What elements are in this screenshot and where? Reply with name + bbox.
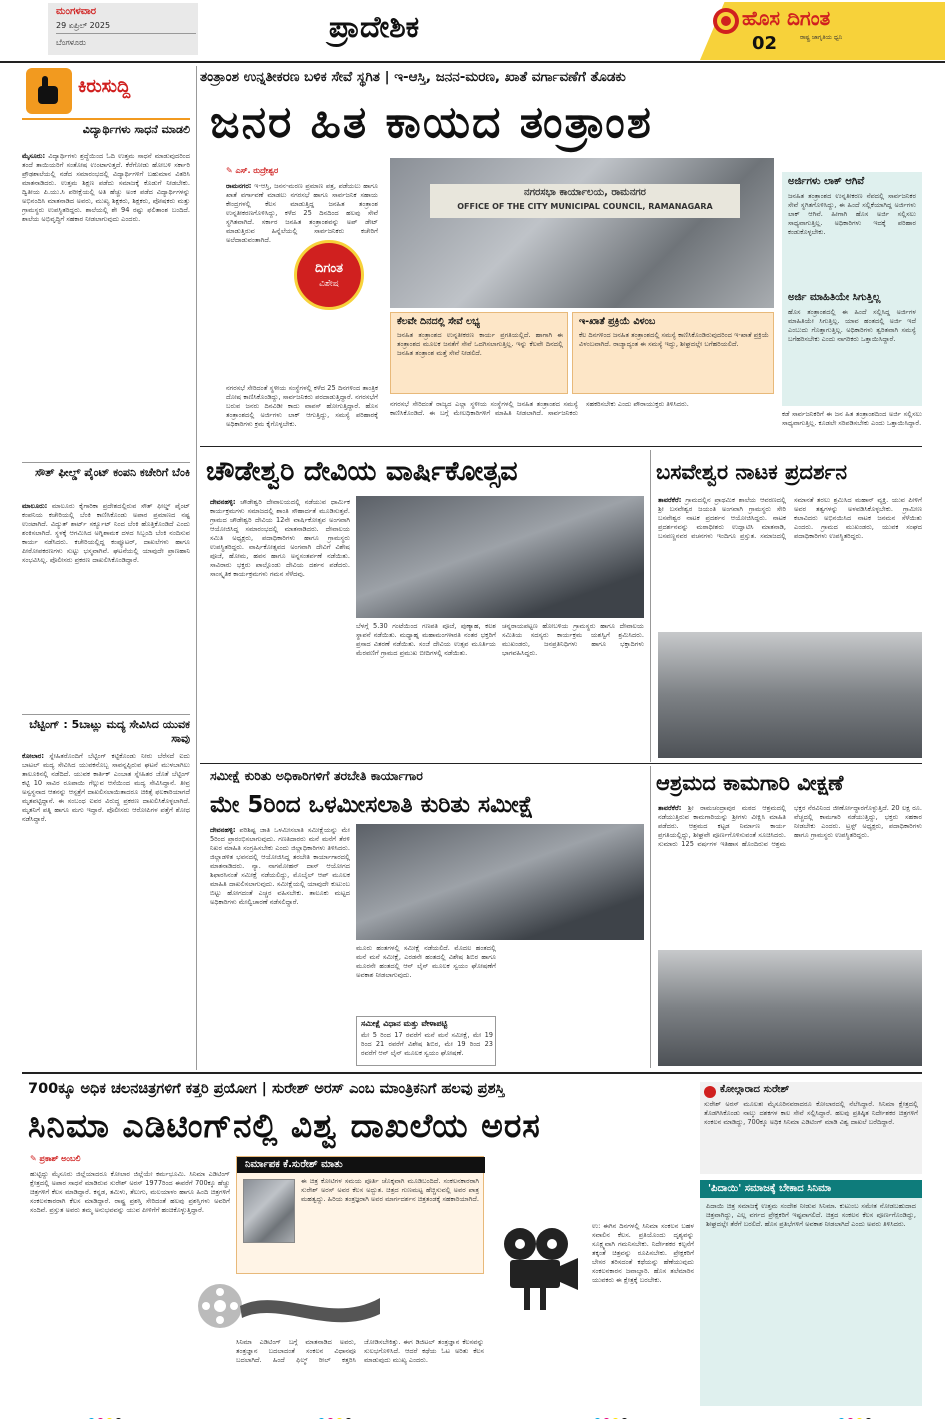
info-box-2-title: ಇ-ಖಾತೆ ಪ್ರಕ್ರಿಯೆ ವಿಳಂಬ — [579, 316, 656, 327]
header-rule — [0, 61, 945, 63]
cinema-byline-text: ಪ್ರಕಾಶ್ ಅಂಬಲಿ — [39, 1154, 81, 1163]
brief-2-body — [22, 502, 190, 712]
lead-byline-text: ಎಸ್. ರುದ್ರೇಶ್ವರ — [235, 166, 279, 175]
registration-marks — [88, 1410, 148, 1419]
cinema-body-3: ಉ: ಈಗಿನ ದಿನಗಳಲ್ಲಿ ಸಿನಿಮಾ ಸಂಕಲನ ಬಹಳ ಸವಾಲಿನ ಕೆಲಸ. ಪ್ರತಿಯೊಂದು ದೃಶ್ಯವನ್ನು ಸೂಕ್ಷ್ಮವಾಗಿ ಗಮನಿಸಬೇಕು. ನಿರ್ದೇಶಕರ ಕಲ್ಪನೆಗೆ ತಕ್ಕಂತೆ ಚಿತ್ರವನ್ನು ರೂಪಿಸಬೇಕು. ಪ್ರೇಕ್ಷಕರಿಗೆ ಬೇಸರ ತರಿಸದಂತೆ ಕಥೆಯನ್ನು ಹೆಣೆಯುವುದು ಸಂಕಲನಕಾರನ ಜವಾಬ್ದಾರಿ. ಹೊಸ ತಲೆಮಾರಿನ ಯುವಕರು ಈ ಕ್ಷೇತ್ರಕ್ಕೆ ಬರಬೇಕು. — [592, 1222, 694, 1284]
cinema-side-2-title: 'ಪಿದಾಯಿ' ಸಮಾಜಕ್ಕೆ ಬೇಕಾದ ಸಿನಿಮಾ — [700, 1180, 922, 1198]
column-divider — [650, 450, 651, 762]
chowdeshwari-body-4: ಚನ್ನರಾಯಪಟ್ಟಣ ಹೋಬಳಿಯ ಗ್ರಾಮಸ್ಥರು ಹಾಗೂ ದೇವಾಲಯ ಸಮಿತಿಯ ಸದಸ್ಯರು ಕಾರ್ಯಕ್ರಮ ಯಶಸ್ವಿಗೆ ಶ್ರಮಿಸಿದರು. ಮುಖಂಡರು, ಜನಪ್ರತಿನಿಧಿಗಳು ಹಾಗೂ ಭಕ್ತಾದಿಗಳು ಭಾಗವಹಿಸಿದ್ದರು. — [502, 622, 644, 657]
page-number: 02 — [752, 33, 778, 54]
column-divider — [196, 66, 197, 1070]
chowdeshwari-headline: ಚೌಡೇಶ್ವರಿ ದೇವಿಯ ವಾರ್ಷಿಕೋತ್ಸವ — [206, 456, 518, 487]
registration-marks — [594, 1410, 654, 1419]
ashrama-place: ತಾವರೆಕೆರೆ: — [658, 804, 682, 812]
story-rule — [200, 446, 922, 447]
brief-1-place: ಮೈಸೂರು: — [22, 152, 46, 160]
kirusuddi-header — [22, 64, 190, 120]
municipal-office-photo — [390, 158, 774, 308]
info-box-1 — [390, 312, 568, 394]
cinema-byline: ✎ ಪ್ರಕಾಶ್ ಅಂಬಲಿ — [30, 1154, 81, 1163]
sidebar-2-body: ಹೊಸ ತಂತ್ರಾಂಶದಲ್ಲಿ ಈ ಹಿಂದೆ ಸಲ್ಲಿಸಿದ್ದ ಅರ್ಜಿಗಳ ಮಾಹಿತಿಯೇ ಸಿಗುತ್ತಿಲ್ಲ. ಯಾವ ಹಂತದಲ್ಲಿ ಅರ್ಜಿ ಇದೆ ಎಂಬುದು ಗೊತ್ತಾಗುತ್ತಿಲ್ಲ. ಅಧಿಕಾರಿಗಳು ತ್ವರಿತವಾಗಿ ಸಮಸ್ಯೆ ಬಗೆಹರಿಸಬೇಕು ಎಂದು ನಾಗರಿಕರು ಒತ್ತಾಯಿಸಿದ್ದಾರೆ. — [788, 308, 916, 343]
day-label: ಮಂಗಳವಾರ — [56, 6, 97, 17]
date-divider — [56, 33, 196, 34]
column-divider — [650, 766, 651, 1068]
survey-body-2-text: ನ್ಯಾ. ನಾಗಮೋಹನ್ ದಾಸ್ ಆಯೋಗದ ಶಿಫಾರಸಿನಂತೆ ಸಮೀಕ್ಷೆ ನಡೆಯಲಿದ್ದು, ಮೊಬೈಲ್ ಆಪ್ ಮೂಲಕ ಮಾಹಿತಿ ದಾಖಲಿಸಲಾಗುವುದು. ಸಮೀಕ್ಷೆಯಲ್ಲಿ ಯಾವುದೇ ಕುಟುಂಬ ಬಿಟ್ಟು ಹೋಗದಂತೆ ಎಚ್ಚರ ವಹಿಸಬೇಕು. ತಾಲೂಕು ಮಟ್ಟದ ಅಧಿಕಾರಿಗಳು ಮೇಲ್ವಿಚಾರಣೆ ನಡೆಸಲಿದ್ದಾರೆ. — [210, 862, 350, 906]
survey-kicker: ಸಮೀಕ್ಷೆ ಕುರಿತು ಅಧಿಕಾರಿಗಳಿಗೆ ತರಬೇತಿ ಕಾರ್ಯಾಗಾರ — [210, 768, 423, 783]
lead-body-2: ನಗರಸಭೆ ಸೇರಿದಂತೆ ಸ್ಥಳೀಯ ಸಂಸ್ಥೆಗಳಲ್ಲಿ ಕಳೆದ 25 ದಿನಗಳಿಂದ ತಾಂತ್ರಿಕ ದೋಷ ಕಾಣಿಸಿಕೊಂಡಿದ್ದು, ಸಾರ್ವಜನಿಕರು ಪರದಾಡುತ್ತಿದ್ದಾರೆ. ನಗರಸಭೆಗೆ ಬರುವ ಜನರು ದಿನವಿಡೀ ಕಾದು ವಾಪಸ್ ಹೋಗುತ್ತಿದ್ದಾರೆ. ಹೊಸ ತಂತ್ರಾಂಶದಲ್ಲಿ ಅರ್ಜಿಗಳು ಲಾಕ್ ಆಗುತ್ತಿದ್ದು, ಸಮಸ್ಯೆ ಪರಿಹಾರಕ್ಕೆ ಅಧಿಕಾರಿಗಳು ಕ್ರಮ ಕೈಗೊಳ್ಳಬೇಕು. — [226, 384, 378, 428]
lead-byline: ✎ ಎಸ್. ರುದ್ರೇಶ್ವರ — [226, 166, 279, 175]
lead-place: ರಾಮನಗರ: — [226, 182, 252, 190]
badge-line-1: ದಿಗಂತ — [314, 261, 344, 276]
city-label: ಬೆಂಗಳೂರು — [56, 38, 86, 47]
training-workshop-photo — [356, 824, 644, 940]
sidebar-1-body: ಜನಹಿತ ತಂತ್ರಾಂಶದ ಉನ್ನತೀಕರಣ ನೆಪದಲ್ಲಿ ಸಾರ್ವಜನಿಕರ ಸೇವೆ ಸ್ಥಗಿತಗೊಳಿಸಿದ್ದು, ಈ ಹಿಂದೆ ಸಲ್ಲಿಕೆಯಾಗಿದ್ದ ಅರ್ಜಿಗಳು ಲಾಕ್ ಆಗಿವೆ. ಹೀಗಾಗಿ ಹೊಸ ಅರ್ಜಿ ಸಲ್ಲಿಸಲು ಸಾಧ್ಯವಾಗುತ್ತಿಲ್ಲ. ಅಧಿಕಾರಿಗಳು ಇದಕ್ಕೆ ಪರಿಹಾರ ಕಂಡುಕೊಳ್ಳಬೇಕು. — [788, 192, 916, 236]
brand-name: ಹೊಸ ದಿಗಂತ — [742, 6, 831, 30]
survey-body-3: ಮೂರು ಹಂತಗಳಲ್ಲಿ ಸಮೀಕ್ಷೆ ನಡೆಯಲಿದೆ. ಮೊದಲ ಹಂತದಲ್ಲಿ ಮನೆ ಮನೆ ಸಮೀಕ್ಷೆ, ಎರಡನೇ ಹಂತದಲ್ಲಿ ವಿಶೇಷ ಶಿಬಿರ ಹಾಗೂ ಮೂರನೇ ಹಂತದಲ್ಲಿ ಆನ್ ಲೈನ್ ಮೂಲಕ ಸ್ವಯಂ ಘೋಷಣೆಗೆ ಅವಕಾಶ ನೀಡಲಾಗುವುದು. — [356, 944, 496, 979]
survey-headline: ಮೇ 5ರಿಂದ ಒಳಮೀಸಲಾತಿ ಕುರಿತು ಸಮೀಕ್ಷೆ — [210, 792, 534, 818]
cinema-kicker: 700ಕ್ಕೂ ಅಧಿಕ ಚಲನಚಿತ್ರಗಳಿಗೆ ಕತ್ತರಿ ಪ್ರಯೋಗ | ಸುರೇಶ್ ಅರಸ್ ಎಂಬ ಮಾಂತ್ರಿಕನಿಗೆ ಹಲವು ಪ್ರಶಸ್ತಿ — [28, 1081, 505, 1097]
survey-body-1-text: ಪರಿಶಿಷ್ಟ ಜಾತಿ ಒಳಮೀಸಲಾತಿ ಸಮೀಕ್ಷೆಯನ್ನು ಮೇ 5ರಿಂದ ಪ್ರಾರಂಭಿಸಲಾಗುವುದು. ಗಣತಿದಾರರು ಮನೆ ಮನೆಗೆ ತೆರಳಿ ನಿಖರ ಮಾಹಿತಿ ಸಂಗ್ರಹಿಸಬೇಕು ಎಂದು ಜಿಲ್ಲಾಧಿಕಾರಿಗಳು ತಿಳಿಸಿದರು. ಜಿಲ್ಲಾಡಳಿತ ಭವನದಲ್ಲಿ ಆಯೋಜಿಸಿದ್ದ ತರಬೇತಿ ಕಾರ್ಯಾಗಾರದಲ್ಲಿ ಮಾತನಾಡಿದರು. — [210, 826, 350, 870]
chowdeshwari-body-2-text: ವಾರ್ಷಿಕೋತ್ಸವದ ಅಂಗವಾಗಿ ದೇವಿಗೆ ವಿಶೇಷ ಪೂಜೆ, ಹೋಮ, ಹವನ ಹಾಗೂ ಅನ್ನಸಂತರ್ಪಣೆ ನಡೆಯಿತು. ಸಾವಿರಾರು ಭಕ್ತರು ಪಾಲ್ಗೊಂಡು ದೇವಿಯ ದರ್ಶನ ಪಡೆದರು. ಸಾಂಸ್ಕೃತಿಕ ಕಾರ್ಯಕ್ರಮಗಳು ಗಮನ ಸೆಳೆದವು. — [210, 543, 350, 578]
cinema-headline: ಸಿನಿಮಾ ಎಡಿಟಿಂಗ್‌ನಲ್ಲಿ ವಿಶ್ವ ದಾಖಲೆಯ ಅರಸ — [28, 1106, 541, 1145]
chowdeshwari-place: ದೇವನಹಳ್ಳಿ: — [210, 498, 236, 506]
sidebar-3-body: ಕಡೆ ಸಾರ್ವಜನಿಕರಿಗೆ ಈ ಜನ ಹಿತ ತಂತ್ರಾಂಶದಿಂದ ಅರ್ಜಿ ಸಲ್ಲಿಸಲು ಸಾಧ್ಯವಾಗುತ್ತಿಲ್ಲ. ಕೂಡಲೇ ಸರಿಪಡಿಸಬೇಕು ಎಂದು ಒತ್ತಾಯಿಸಿದ್ದಾರೆ. — [782, 410, 922, 427]
basaveshwara-body-text: ಗ್ರಾಮದಲ್ಲಿನ ಪ್ರಾಥಮಿಕ ಶಾಲೆಯ ಆವರಣದಲ್ಲಿ ಶ್ರೀ ಬಸವೇಶ್ವರ ಜಯಂತಿ ಅಂಗವಾಗಿ ಗ್ರಾಮಸ್ಥರು ಸೇರಿ ಬಸವೇಶ್ವರ ನಾಟಕ ಪ್ರದರ್ಶನ ಆಯೋಜಿಸಿದ್ದರು. ನಾಟಕ ಪ್ರದರ್ಶನವನ್ನು ಮಠಾಧೀಶರು ಉದ್ಘಾಟಿಸಿ ಮಾತನಾಡಿ, ಬಸವಣ್ಣನವರ ವಚನಗಳು ಇಂದಿಗೂ ಪ್ರಸ್ತುತ. ಸಮಾಜದಲ್ಲಿ ಸಮಾನತೆ ತರಲು ಶ್ರಮಿಸಿದ ಮಹಾನ್ ವ್ಯಕ್ತಿ. ಯುವ ಪೀಳಿಗೆ ಅವರ ತತ್ವಗಳನ್ನು ಅಳವಡಿಸಿಕೊಳ್ಳಬೇಕು. ಗ್ರಾಮೀಣ ಕಲಾವಿದರು ಅಭಿನಯಿಸಿದ ನಾಟಕ ಜನಮನ ಸೆಳೆಯಿತು ಎಂದರು. ಗ್ರಾಮದ ಮುಖಂಡರು, ಯುವಕ ಸಂಘದ ಪದಾಧಿಕಾರಿಗಳು ಉಪಸ್ಥಿತರಿದ್ದರು. — [658, 496, 922, 540]
film-reel-illustration — [190, 1276, 490, 1336]
bullet-icon — [704, 1086, 716, 1098]
ashrama-body-text: ಶ್ರೀ ರಾಮಚಂದ್ರಾಪುರ ಮಠದ ಆಶ್ರಮದಲ್ಲಿ ನಡೆಯುತ್ತಿರುವ ಕಾಮಗಾರಿಯನ್ನು ಶ್ರೀಗಳು ವೀಕ್ಷಿಸಿ ಮಾಹಿತಿ ಪಡೆದರು. ಆಶ್ರಮದ ಕಟ್ಟಡ ನಿರ್ಮಾಣ ಕಾರ್ಯ ಪ್ರಗತಿಯಲ್ಲಿದ್ದು, ಶೀಘ್ರವೇ ಪೂರ್ಣಗೊಳಿಸುವಂತೆ ಸೂಚಿಸಿದರು. ಸುಮಾರು 125 ವರ್ಷಗಳ ಇತಿಹಾಸ ಹೊಂದಿರುವ ಆಶ್ರಮ ಭಕ್ತರ ನೆರವಿನಿಂದ ಜೀರ್ಣೋದ್ಧಾರಗೊಳ್ಳುತ್ತಿದೆ. 20 ಲಕ್ಷ ರೂ. ವೆಚ್ಚದಲ್ಲಿ ಕಾಮಗಾರಿ ನಡೆಯುತ್ತಿದ್ದು, ಭಕ್ತರು ಸಹಕಾರ ನೀಡಬೇಕು ಎಂದರು. ಟ್ರಸ್ಟ್ ಅಧ್ಯಕ್ಷರು, ಪದಾಧಿಕಾರಿಗಳು ಹಾಗೂ ಗ್ರಾಮಸ್ಥರು ಉಪಸ್ಥಿತರಿದ್ದರು. — [658, 804, 922, 848]
lead-headline: ಜನರ ಹಿತ ಕಾಯದ ತಂತ್ರಾಂಶ — [210, 97, 653, 148]
survey-box-body: ಮೇ 5 ರಿಂದ 17 ರವರೆಗೆ ಮನೆ ಮನೆ ಸಮೀಕ್ಷೆ, ಮೇ 19 ರಿಂದ 21 ರವರೆಗೆ ವಿಶೇಷ ಶಿಬಿರ, ಮೇ 19 ರಿಂದ 23 ರವರೆಗೆ ಆನ್ ಲೈನ್ ಮೂಲಕ ಸ್ವಯಂ ಘೋಷಣೆ. — [361, 1031, 493, 1057]
info-box-1-title: ಕೆಲವೇ ದಿನದಲ್ಲಿ ಸೇವೆ ಲಭ್ಯ — [397, 316, 480, 327]
brief-divider — [22, 714, 190, 715]
digantha-special-badge — [294, 240, 364, 310]
brief-1-body — [22, 152, 190, 460]
lead-body-1-text: ಇ-ಆಸ್ತಿ, ಜನನ-ಮರಣ ಪ್ರಮಾಣ ಪತ್ರ, ಪಡೆಯಲು ಹಾಗೂ ಖಾತೆ ವರ್ಗಾವಣೆ ಮಾಡಲು ನಗರಸಭೆ ಹಾಗೂ ಸಾರ್ವಜನಿಕ ಸಹಾಯ ಕೇಂದ್ರಗಳಲ್ಲಿ ಕೆಲಸ ಮಾಡುತ್ತಿದ್ದ ಜನಹಿತ ತಂತ್ರಾಂಶ ಉನ್ನತೀಕರಣಗೊಳಿಸಿದ್ದು, ಕಳೆದ 25 ದಿನದಿಂದ ಹಲವು ಸೇವೆ ಸ್ಥಗಿತವಾಗಿದೆ. ಸರ್ಕಾರ ಜನಹಿತ ತಂತ್ರಾಂಶವನ್ನು ಅಪ್ ಡೇಟ್ ಮಾಡುತ್ತಿರುವ ಹಿನ್ನೆಲೆಯಲ್ಲಿ ಸಾರ್ವಜನಿಕರು ಕಚೇರಿಗೆ ಅಲೆದಾಡುವಂತಾಗಿದೆ. — [226, 182, 378, 244]
chowdeshwari-body-1-text: ಚೌಡೇಶ್ವರಿ ದೇವಾಲಯದಲ್ಲಿ ನಡೆಯುವ ಧಾರ್ಮಿಕ ಕಾರ್ಯಕ್ರಮಗಳು ಸಮಾಜದಲ್ಲಿ ಶಾಂತಿ ಸೌಹಾರ್ದತೆ ಮೂಡಿಸುತ್ತವೆ. ಗ್ರಾಮದ ಚೌಡೇಶ್ವರಿ ದೇವಿಯ 12ನೇ ವಾರ್ಷಿಕೋತ್ಸವ ಅಂಗವಾಗಿ ಆಯೋಜಿಸಿದ್ದ ಸಮಾರಂಭದಲ್ಲಿ ಮಾತನಾಡಿದರು. ದೇವಾಲಯ ಸಮಿತಿ ಅಧ್ಯಕ್ಷರು, ಪದಾಧಿಕಾರಿಗಳು ಹಾಗೂ ಗ್ರಾಮಸ್ಥರು ಉಪಸ್ಥಿತರಿದ್ದರು. — [210, 498, 350, 551]
pointing-hand-icon — [26, 68, 72, 114]
brief-3-title: ಬೆಟ್ಟಿಂಗ್ : 5ಬಾಟ್ಲು ಮದ್ಯ ಸೇವಿಸಿದ ಯುವಕ ಸಾವು — [29, 718, 190, 745]
temple-event-photo — [356, 496, 644, 618]
story-rule — [200, 763, 922, 764]
basaveshwara-place: ತಾವರೆಕೆರೆ: — [658, 496, 682, 504]
brand-tagline: ರಾಷ್ಟ್ರ ಜಾಗೃತಿಯ ಧ್ವನಿ — [800, 34, 843, 41]
date-block — [48, 3, 198, 55]
ashrama-visit-photo — [658, 950, 922, 1066]
sidebar-2-title: ಅರ್ಜಿ ಮಾಹಿತಿಯೇ ಸಿಗುತ್ತಿಲ್ಲ — [788, 292, 881, 303]
cinema-body-1: ಹುಟ್ಟಿದ್ದು ಮೈಸೂರು ಜಿಲ್ಲೆಯಾದರೂ ಕೋಲಾರ ಜಿಲ್ಲೆಯೇ ಕರ್ಮಭೂಮಿ. ಸಿನಿಮಾ ಎಡಿಟಿಂಗ್ ಕ್ಷೇತ್ರದಲ್ಲಿ ಅಪಾರ ಸಾಧನೆ ಮಾಡಿರುವ ಸುರೇಶ್ ಅರಸ್ 1977ರಿಂದ ಈವರೆಗೆ 700ಕ್ಕೂ ಹೆಚ್ಚು ಚಿತ್ರಗಳಿಗೆ ಕೆಲಸ ಮಾಡಿದ್ದಾರೆ. ಕನ್ನಡ, ತಮಿಳು, ತೆಲುಗು, ಮಲಯಾಳಂ ಹಾಗೂ ಹಿಂದಿ ಚಿತ್ರಗಳಿಗೆ ಸಂಕಲನಕಾರರಾಗಿ ಕೆಲಸ ಮಾಡಿದ್ದಾರೆ. ರಾಷ್ಟ್ರ ಪ್ರಶಸ್ತಿ ಸೇರಿದಂತೆ ಹಲವು ಪ್ರಶಸ್ತಿಗಳು ಅವರಿಗೆ ಸಂದಿವೆ. ಪ್ರಸ್ತುತ ಅವರು ತಮ್ಮ ಅನುಭವವನ್ನು ಯುವ ಪೀಳಿಗೆಗೆ ಹಂಚಿಕೊಳ್ಳುತ್ತಿದ್ದಾರೆ. — [30, 1170, 230, 1214]
section-rule — [22, 1072, 922, 1074]
cinema-qa-top — [494, 1156, 694, 1220]
badge-line-2: ವಿಶೇಷ — [319, 279, 339, 289]
brief-3-body — [22, 752, 190, 1068]
ashrama-body — [658, 804, 922, 946]
producer-portrait — [243, 1179, 295, 1243]
brief-divider — [22, 462, 190, 463]
survey-body-1 — [210, 826, 350, 1066]
info-box-2 — [572, 312, 774, 394]
survey-place: ದೇವನಹಳ್ಳಿ: — [210, 826, 236, 834]
cinema-side-box-2 — [700, 1180, 922, 1406]
cinema-body-2: ಸಿನಿಮಾ ಎಡಿಟಿಂಗ್ ಬಗ್ಗೆ ಮಾತನಾಡಿದ ಅವರು, ತಂತ್ರಜ್ಞಾನ ಬದಲಾದಂತೆ ಸಂಕಲನ ವಿಧಾನವೂ ಬದಲಾಗಿದೆ. ಹಿಂದೆ ಫಿಲ್ಮ್ ರೀಲ್ ಕತ್ತರಿಸಿ ಜೋಡಿಸಬೇಕಿತ್ತು. ಈಗ ಡಿಜಿಟಲ್ ತಂತ್ರಜ್ಞಾನ ಕೆಲಸವನ್ನು ಸುಲಭಗೊಳಿಸಿದೆ. ಆದರೆ ಕಥೆಯ ಓಟ ಅರಿತು ಕೆಲಸ ಮಾಡುವುದು ಮುಖ್ಯ ಎಂದರು. — [236, 1338, 484, 1364]
info-box-1-body: ಜನಹಿತ ತಂತ್ರಾಂಶದ ಉನ್ನತೀಕರಣ ಕಾರ್ಯ ಪ್ರಗತಿಯಲ್ಲಿದೆ. ಹಾಗಾಗಿ ಈ ತಂತ್ರಾಂಶದ ಮೂಲಕ ಜನತೆಗೆ ಸೇವೆ ಒದಗಿಸಲಾಗುತ್ತಿಲ್ಲ. ಇನ್ನು ಕೆಲವೇ ದಿನದಲ್ಲಿ ಜನಹಿತ ತಂತ್ರಾಂಶ ಮತ್ತೆ ಸೇವೆ ನೀಡಲಿದೆ. — [397, 331, 563, 357]
info-box-2-body: ಕೆಲ ದಿನಗಳಿಂದ ಜನಹಿತ ತಂತ್ರಾಂಶದಲ್ಲಿ ಸಮಸ್ಯೆ ಕಾಣಿಸಿಕೊಂಡಿರುವುದರಿಂದ ಇ-ಖಾತೆ ಪ್ರಕ್ರಿಯೆ ವಿಳಂಬವಾಗಿದೆ. ರಾಜ್ಯಾದ್ಯಂತ ಈ ಸಮಸ್ಯೆ ಇದ್ದು, ಶೀಘ್ರದಲ್ಲೇ ಬಗೆಹರಿಯಲಿದೆ. — [579, 331, 769, 348]
basaveshwara-headline: ಬಸವೇಶ್ವರ ನಾಟಕ ಪ್ರದರ್ಶನ — [656, 460, 848, 484]
registration-marks — [838, 1410, 898, 1419]
brief-3-text: ಸ್ನೇಹಿತರೊಂದಿಗೆ ಬೆಟ್ಟಿಂಗ್ ಕಟ್ಟಿಕೊಂಡು ನೀರು ಬೆರೆಸದೆ ಐದು ಬಾಟಲ್ ಮದ್ಯ ಸೇವಿಸಿದ ಯುವಕನೊಬ್ಬ ಸಾವನ್ನಪ್ಪಿರುವ ಘಟನೆ ಮುಳಬಾಗಿಲು ತಾಲೂಕಿನಲ್ಲಿ ನಡೆದಿದೆ. ಯುವಕ ಕಾರ್ತಿಕ್ ಎಂಬಾತ ಸ್ನೇಹಿತರ ಜೊತೆ ಬೆಟ್ಟಿಂಗ್ ಕಟ್ಟಿ 10 ಸಾವಿರ ರೂಪಾಯಿ ಗೆಲ್ಲುವ ಆಸೆಯಿಂದ ಮದ್ಯ ಸೇವಿಸಿದ್ದಾನೆ. ತೀವ್ರ ಅಸ್ವಸ್ಥನಾದ ಆತನನ್ನು ಆಸ್ಪತ್ರೆಗೆ ದಾಖಲಿಸಲಾಯಿತಾದರೂ ಚಿಕಿತ್ಸೆ ಫಲಕಾರಿಯಾಗದೆ ಮೃತಪಟ್ಟಿದ್ದಾನೆ. ಈ ಸಂಬಂಧ ಐವರ ವಿರುದ್ಧ ಪ್ರಕರಣ ದಾಖಲಿಸಿಕೊಳ್ಳಲಾಗಿದೆ. ಮೃತನಿಗೆ ಪತ್ನಿ ಹಾಗೂ ಮಗು ಇದ್ದಾರೆ. ಪೊಲೀಸರು ಆರೋಪಿಗಳ ಪತ್ತೆಗೆ ಶೋಧ ನಡೆಸಿದ್ದಾರೆ. — [22, 752, 190, 823]
cinema-side-box-1 — [700, 1082, 922, 1174]
chowdeshwari-body-3: ಬೆಳಗ್ಗೆ 5.30 ಗಂಟೆಯಿಂದ ಗಣಪತಿ ಪೂಜೆ, ಪುಣ್ಯಾಹ, ಕಲಶ ಸ್ಥಾಪನೆ ನಡೆಯಿತು. ಮಧ್ಯಾಹ್ನ ಮಹಾಮಂಗಳಾರತಿ ನಂತರ ಭಕ್ತರಿಗೆ ಪ್ರಸಾದ ವಿತರಣೆ ನಡೆಯಿತು. ಸಂಜೆ ದೇವಿಯ ಉತ್ಸವ ಮೂರ್ತಿಯ ಮೆರವಣಿಗೆ ಗ್ರಾಮದ ಪ್ರಮುಖ ಬೀದಿಗಳಲ್ಲಿ ನಡೆಯಿತು. — [356, 622, 496, 657]
survey-schedule-box — [356, 1016, 496, 1066]
brand-logo-icon — [713, 8, 739, 34]
office-signboard — [430, 184, 740, 218]
brief-2-place: ಮಾಲೂರು: — [22, 502, 48, 510]
cinema-side-2-body: ಪಿದಾಯಿ ಚಿತ್ರ ಸಮಾಜಕ್ಕೆ ಉತ್ತಮ ಸಂದೇಶ ನೀಡುವ ಸಿನಿಮಾ. ಕುಟುಂಬ ಸಮೇತ ನೋಡಬಹುದಾದ ಚಿತ್ರವಾಗಿದ್ದು, ಎಲ್ಲ ವರ್ಗದ ಪ್ರೇಕ್ಷಕರಿಗೆ ಇಷ್ಟವಾಗಲಿದೆ. ಚಿತ್ರದ ಸಂಕಲನ ಕೆಲಸ ಪೂರ್ಣಗೊಂಡಿದ್ದು, ಶೀಘ್ರದಲ್ಲೇ ತೆರೆಗೆ ಬರಲಿದೆ. ಹೊಸ ಪ್ರತಿಭೆಗಳಿಗೆ ಅವಕಾಶ ನೀಡಲಾಗಿದೆ ಎಂದು ಅವರು ತಿಳಿಸಿದರು. — [706, 1202, 916, 1228]
producer-box-body: ಈ ಚಿತ್ರ ಕೋಟಿಗಳ ಸಮಯ ಪೂರ್ತಿ ಚೊಕ್ಕವಾಗಿ ಮೂಡಿಬಂದಿದೆ. ಸಂಕಲನಕಾರರಾಗಿ ಸುರೇಶ್ ಅರಸ್ ಅವರ ಕೆಲಸ ಅದ್ಭುತ. ಚಿತ್ರದ ಗುಣಮಟ್ಟ ಹೆಚ್ಚಿಸುವಲ್ಲಿ ಅವರ ಪಾತ್ರ ಮಹತ್ವದ್ದು. ಹಿರಿಯ ತಂತ್ರಜ್ಞರಾಗಿ ಅವರ ಮಾರ್ಗದರ್ಶನ ಚಿತ್ರತಂಡಕ್ಕೆ ಸಹಕಾರಿಯಾಗಿದೆ. — [301, 1177, 479, 1203]
chowdeshwari-body-1 — [210, 498, 350, 760]
survey-body-4 — [502, 944, 644, 1066]
film-camera-icon — [494, 1222, 586, 1314]
brief-3-place: ಕೋಲಾರ: — [22, 752, 45, 760]
cinema-side-1-title: ಕೋಲ್ಗಾರಾದ ಸುರೇಶ್ — [720, 1084, 790, 1095]
survey-box-title: ಸಮೀಕ್ಷೆ ವಿಧಾನ ಮತ್ತು ವೇಳಾಪಟ್ಟಿ — [361, 1019, 448, 1028]
brief-2-text: ಮಾಲೂರು ಕೈಗಾರಿಕಾ ಪ್ರದೇಶದಲ್ಲಿರುವ ಸೌತ್ ಫೀಲ್ಡ್ ಪೈಂಟ್ ಕಂಪನಿಯ ಕಚೇರಿಯಲ್ಲಿ ಬೆಂಕಿ ಕಾಣಿಸಿಕೊಂಡು ಅಪಾರ ಪ್ರಮಾಣದ ನಷ್ಟ ಉಂಟಾಗಿದೆ. ವಿದ್ಯುತ್ ಶಾರ್ಟ್ ಸರ್ಕ್ಯೂಟ್ ನಿಂದ ಬೆಂಕಿ ಹೊತ್ತಿಕೊಂಡಿದೆ ಎಂದು ಶಂಕಿಸಲಾಗಿದೆ. ಸ್ಥಳಕ್ಕೆ ಆಗಮಿಸಿದ ಅಗ್ನಿಶಾಮಕ ದಳದ ಸಿಬ್ಬಂದಿ ಬೆಂಕಿ ನಂದಿಸುವ ಕಾರ್ಯ ನಡೆಸಿದರು. ಕಚೇರಿಯಲ್ಲಿದ್ದ ಕಂಪ್ಯೂಟರ್, ದಾಖಲೆಗಳು ಹಾಗೂ ಪೀಠೋಪಕರಣಗಳು ಸುಟ್ಟು ಭಸ್ಮವಾಗಿವೆ. ಘಟನೆಯಲ್ಲಿ ಯಾವುದೇ ಪ್ರಾಣಹಾನಿ ಸಂಭವಿಸಿಲ್ಲ. ಪೊಲೀಸರು ಪ್ರಕರಣ ದಾಖಲಿಸಿಕೊಂಡಿದ್ದಾರೆ. — [22, 502, 190, 564]
section-title: ಪ್ರಾದೇಶಿಕ — [328, 10, 420, 45]
lead-kicker: ತಂತ್ರಾಂಶ ಉನ್ನತೀಕರಣ ಬಳಿಕ ಸೇವೆ ಸ್ಥಗಿತ | ಇ-ಆಸ್ತಿ, ಜನನ-ಮರಣ, ಖಾತೆ ವರ್ಗಾವಣೆಗೆ ತೊಡಕು — [200, 69, 626, 85]
basaveshwara-body — [658, 496, 922, 628]
brief-1-title: ವಿದ್ಯಾರ್ಥಿಗಳು ಸಾಧನೆ ಮಾಡಲಿ — [82, 123, 190, 136]
brief-1-text: ವಿದ್ಯಾರ್ಥಿಗಳು ಶ್ರದ್ಧೆಯಿಂದ ಓದಿ ಉತ್ತಮ ಸಾಧನೆ ಮಾಡುವುದರಿಂದ ತಂದೆ ತಾಯಿಯರಿಗೆ ಸಂತೋಷ ಉಂಟಾಗುತ್ತದೆ. ಕೆರೆಗೋಡು ಹೋಬಳಿ ಸರ್ಕಾರಿ ಪ್ರೌಢಶಾಲೆಯಲ್ಲಿ ನಡೆದ ಸಮಾರಂಭದಲ್ಲಿ ವಿದ್ಯಾರ್ಥಿಗಳಿಗೆ ಬಹುಮಾನ ವಿತರಿಸಿ ಮಾತನಾಡಿದರು. ಉತ್ತಮ ಶಿಕ್ಷಣ ಪಡೆದು ಸಮಾಜಕ್ಕೆ ಕೊಡುಗೆ ನೀಡಬೇಕು. ದ್ವಿತೀಯ ಪಿ.ಯು.ಸಿ ಪರೀಕ್ಷೆಯಲ್ಲಿ ಅತಿ ಹೆಚ್ಚು ಅಂಕ ಪಡೆದ ವಿದ್ಯಾರ್ಥಿಗಳನ್ನು ಅಭಿನಂದಿಸಿ ಮಾತನಾಡಿದ ಅವರು, ಮುಖ್ಯ ಶಿಕ್ಷಕರು, ಶಿಕ್ಷಕರು, ಪೋಷಕರು ಮತ್ತು ಗ್ರಾಮಸ್ಥರು ಉಪಸ್ಥಿತರಿದ್ದರು. ಶಾಲೆಯಲ್ಲಿ ಶೇ 94 ರಷ್ಟು ಫಲಿತಾಂಶ ಬಂದಿದೆ. ಶಾಲೆಯ ಅಭಿವೃದ್ಧಿಗೆ ಸಹಕಾರ ನೀಡಲಾಗುವುದು ಎಂದರು. — [22, 152, 190, 223]
lead-sidebar — [782, 172, 922, 406]
cinema-side-1-body: ಸುರೇಶ್ ಅರಸ್ ಮೂಲತಃ ಮೈಸೂರಿನವರಾದರೂ ಕೋಲಾರದಲ್ಲಿ ನೆಲೆಸಿದ್ದಾರೆ. ಸಿನಿಮಾ ಕ್ಷೇತ್ರದಲ್ಲಿ ತೊಡಗಿಸಿಕೊಂಡು ನಾಲ್ಕು ದಶಕಗಳ ಕಾಲ ಸೇವೆ ಸಲ್ಲಿಸಿದ್ದಾರೆ. ಹಲವು ಪ್ರತಿಷ್ಠಿತ ನಿರ್ದೇಶಕರ ಚಿತ್ರಗಳಿಗೆ ಸಂಕಲನ ಮಾಡಿದ್ದು, 700ಕ್ಕೂ ಅಧಿಕ ಸಿನಿಮಾ ಎಡಿಟಿಂಗ್ ಮಾಡಿ ವಿಶ್ವ ದಾಖಲೆ ಬರೆದಿದ್ದಾರೆ. — [704, 1100, 918, 1126]
signboard-english: OFFICE OF THE CITY MUNICIPAL COUNCIL, RAMANAGARA — [457, 202, 713, 211]
sidebar-1-title: ಅರ್ಜಿಗಳು ಲಾಕ್ ಆಗಿವೆ — [788, 176, 865, 187]
lead-body-3: ನಗರಸಭೆ ಸೇರಿದಂತೆ ರಾಜ್ಯದ ಎಲ್ಲಾ ಸ್ಥಳೀಯ ಸಂಸ್ಥೆಗಳಲ್ಲಿ ಜನಹಿತ ತಂತ್ರಾಂಶದ ಸಮಸ್ಯೆ ಕಾಣಿಸಿಕೊಂಡಿದೆ. ಈ ಬಗ್ಗೆ ಮೇಲಧಿಕಾರಿಗಳಿಗೆ ಮಾಹಿತಿ ನೀಡಲಾಗಿದೆ. ಸಾರ್ವಜನಿಕರು ಸಹಕರಿಸಬೇಕು ಎಂದು ಪೌರಾಯುಕ್ತರು ತಿಳಿಸಿದರು. — [390, 400, 689, 417]
producer-quote-box — [236, 1156, 484, 1274]
ashrama-headline: ಆಶ್ರಮದ ಕಾಮಗಾರಿ ವೀಕ್ಷಣೆ — [656, 771, 844, 795]
kirusuddi-label: ಕಿರುಸುದ್ದಿ — [78, 76, 131, 97]
date-label: 29 ಏಪ್ರಿಲ್ 2025 — [56, 21, 111, 30]
registration-marks — [318, 1410, 378, 1419]
producer-box-title: ನಿರ್ಮಾಪಕ ಕೆ.ಸುರೇಶ್ ಮಾತು — [237, 1157, 485, 1173]
brief-2-title: ಸೌತ್ ಫೀಲ್ಡ್ ಪೈಂಟ್ ಕಂಪನಿ ಕಚೇರಿಗೆ ಬೆಂಕಿ — [35, 466, 190, 479]
signboard-kannada: ನಗರಸಭಾ ಕಾರ್ಯಾಲಯ, ರಾಮನಗರ — [524, 187, 646, 198]
drama-performance-photo — [658, 632, 922, 758]
